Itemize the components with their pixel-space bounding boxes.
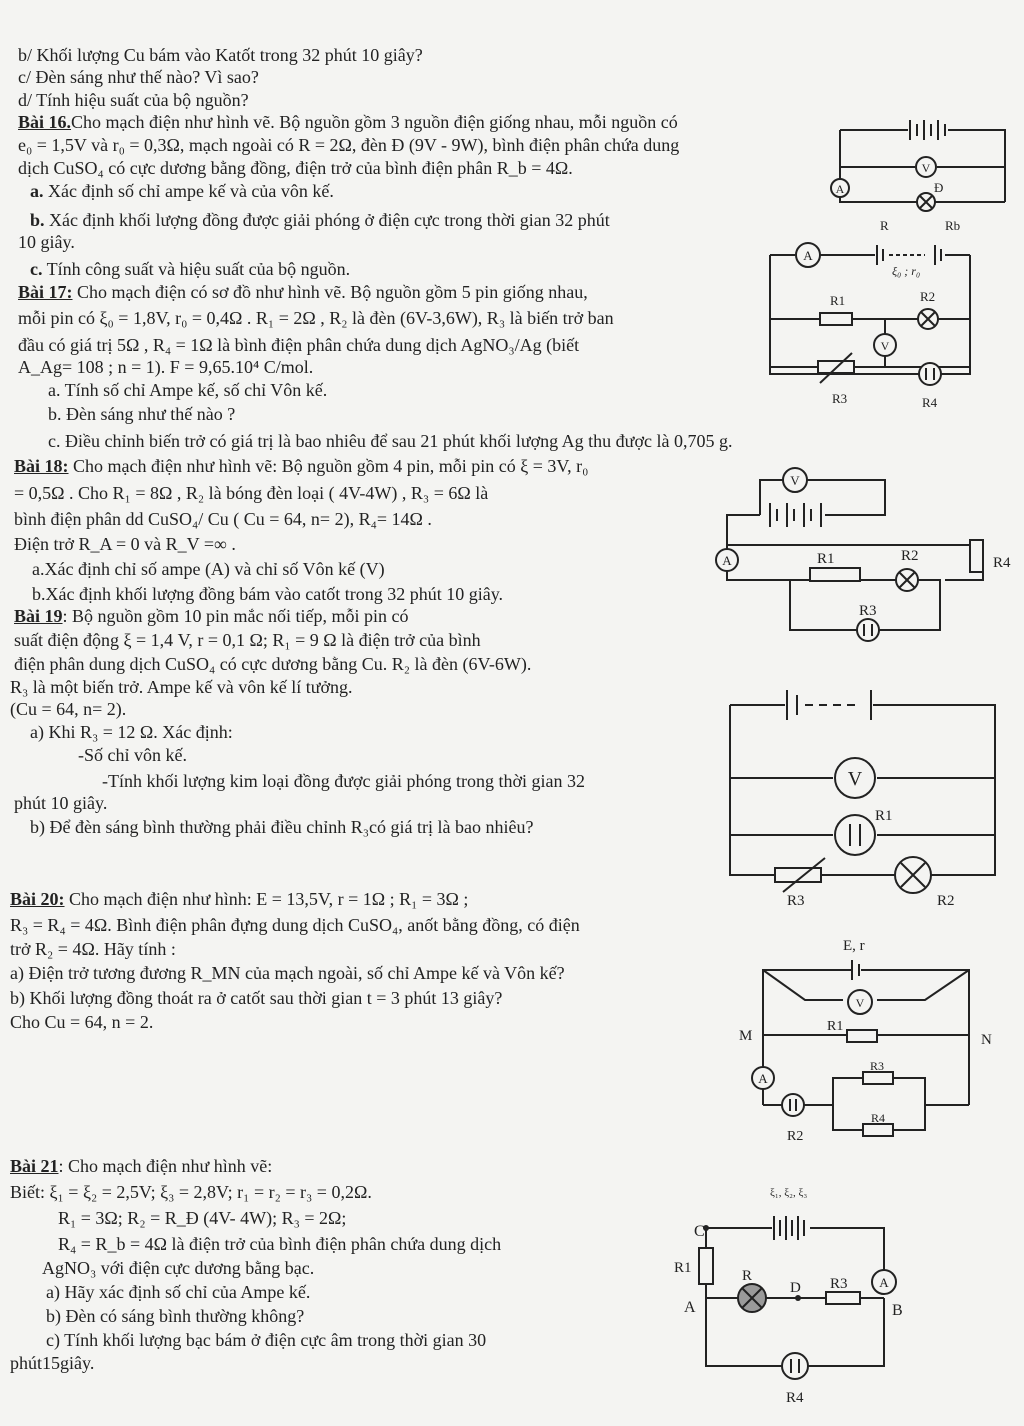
bai18-electrolytic-cell-icon [857, 619, 879, 641]
bai21-a: a) Hãy xác định số chỉ của Ampe kế. [46, 1282, 311, 1302]
bai18-fig-r1: R1 [817, 551, 835, 567]
intro-d: d/ Tính hiệu suất của bộ nguồn? [18, 90, 249, 110]
bai21-l5: AgNO₃ với điện cực dương bằng bạc. [42, 1258, 315, 1278]
bai18-l4: Điện trở R_A = 0 và R_V =∞ . [14, 534, 236, 554]
bai21-fig-src: ξ₁, ξ₂, ξ₃ [770, 1187, 808, 1199]
bai19-fig-r1: R1 [875, 808, 893, 824]
bai17-rheostat-icon [818, 353, 854, 383]
bai17-title: Bài 17: [18, 282, 73, 302]
bai21-line1 [10, 1155, 272, 1177]
bai21-fig-aletter: A [684, 1299, 696, 1316]
intro-b: b/ Khối lượng Cu bám vào Katốt trong 32 phút 10 giây? [18, 45, 423, 65]
bai21-l2: Biết: ξ₁ = ξ₂ = 2,5V; ξ₃ = 2,8V; r₁ = r₂ = r₃ = 0,2Ω. [10, 1182, 372, 1202]
bai21-fig-r: R [742, 1268, 753, 1284]
bai21-fig-r3: R3 [830, 1276, 848, 1292]
bai17-lamp-icon [918, 309, 938, 329]
bai18-fig-a: A [722, 553, 732, 568]
bai20-l3: trở R₂ = 4Ω. Hãy tính : [10, 939, 176, 959]
bai16-fig-rb: Rb [945, 218, 961, 233]
bai21-c2: phút15giây. [10, 1353, 95, 1373]
bai19-l5: (Cu = 64, n= 2). [10, 699, 127, 719]
intro-c: c/ Đèn sáng như thế nào? Vì sao? [18, 67, 259, 87]
bai16-line1 [18, 111, 678, 133]
bai19-battery-icon [787, 690, 871, 720]
bai19-l4: R₃ là một biến trở. Ampe kế và vôn kế lí tưởng. [10, 677, 353, 697]
bai20-r3-resistor [863, 1072, 893, 1084]
bai18-title: Bài 18: [14, 456, 69, 476]
bai21-c: c) Tính khối lượng bạc bám ở điện cực âm trong thời gian 30 [46, 1330, 487, 1350]
bai20-fig-r1: R1 [827, 1019, 844, 1034]
bai21-fig-r1: R1 [674, 1260, 692, 1276]
bai20-l1: Cho mạch điện như hình: E = 13,5V, r = 1Ω ; R₁ = 3Ω ; [64, 889, 469, 909]
bai20-line1 [10, 888, 468, 910]
bai17-electrolytic-cell-icon [919, 363, 941, 385]
bai21-battery-icon [774, 1216, 804, 1240]
bai18-a: a.Xác định chỉ số ampe (A) và chỉ số Vôn kế (V) [32, 559, 385, 579]
bai21-fig-b: B [892, 1302, 903, 1319]
bai16-a-text: Xác định số chỉ ampe kế và của vôn kế. [43, 181, 334, 201]
bai17-l3: đầu có giá trị 5Ω , R₄ = 1Ω là bình điện phân chứa dung dịch AgNO₃/Ag (biết [18, 335, 580, 355]
bai21-l3: R₁ = 3Ω; R₂ = R_Đ (4V- 4W); R₃ = 2Ω; [58, 1208, 347, 1228]
bai21-l1: : Cho mạch điện như hình vẽ: [58, 1156, 273, 1176]
bai17-fig-src: ξ₀ ; r₀ [892, 264, 921, 278]
bai19-l3: điện phân dung dịch CuSO₄ có cực dương bằng Cu. R₂ là đèn (6V-6W). [14, 654, 532, 674]
bai21-l4: R₄ = R_b = 4Ω là điện trở của bình điện phân chứa dung dịch [58, 1234, 502, 1254]
bai17-l4: A_Ag= 108 ; n = 1). F = 9,65.10⁴ C/mol. [18, 357, 314, 377]
bai19-title: Bài 19 [14, 606, 63, 626]
bai20-fig-a: A [758, 1071, 768, 1086]
bai18-line1 [14, 455, 588, 477]
bai19-fig-r2: R2 [937, 893, 955, 909]
bai17-fig-a: A [803, 248, 813, 263]
bai19-a2: -Tính khối lượng kim loại đồng được giải phóng trong thời gian 32 [102, 771, 586, 791]
bai17-l1: Cho mạch điện có sơ đồ như hình vẽ. Bộ nguồn gồm 5 pin giống nhau, [72, 282, 588, 302]
bai19-l1: : Bộ nguồn gồm 10 pin mắc nối tiếp, mỗi pin có [62, 606, 409, 626]
bai17-fig-r3: R3 [832, 391, 848, 406]
bai16-l1: Cho mạch điện như hình vẽ. Bộ nguồn gồm 3 nguồn điện giống nhau, mỗi nguồn có [71, 112, 678, 132]
bai17-fig-r1: R1 [830, 293, 846, 308]
bai19-a3: phút 10 giây. [14, 793, 108, 813]
bai17-wires [770, 255, 970, 367]
bai20-circuit [735, 930, 1015, 1150]
bai16-l2: e₀ = 1,5V và r₀ = 0,3Ω, mạch ngoài có R = 2Ω, đèn Đ (9V - 9W), bình điện phân chứa dung [18, 135, 680, 155]
bai20-c: Cho Cu = 64, n = 2. [10, 1012, 154, 1032]
bai21-electrolytic-cell-icon [782, 1353, 808, 1379]
bai17-line1 [18, 281, 588, 303]
bai21-title: Bài 21 [10, 1156, 59, 1176]
bai16-c-text: Tính công suất và hiệu suất của bộ nguồn. [42, 259, 351, 279]
bai19-a: a) Khi R₃ = 12 Ω. Xác định: [30, 722, 233, 742]
bai17-l2: mỗi pin có ξ₀ = 1,8V, r₀ = 0,4Ω . R₁ = 2Ω , R₂ là đèn (6V-3,6W), R₃ là biến trở ban [18, 308, 614, 328]
bai20-fig-m: M [739, 1028, 753, 1044]
bai20-fig-v: V [855, 996, 865, 1010]
bai20-a: a) Điện trở tương đương R_MN của mạch ngoài, số chỉ Ampe kế và Vôn kế? [10, 963, 565, 983]
bai16-a [30, 180, 334, 202]
bai19-line1 [14, 605, 409, 627]
bai17-fig-r2: R2 [920, 289, 936, 304]
bai21-circuit [670, 1180, 920, 1420]
bai18-battery-icon [770, 503, 821, 527]
bai18-lamp-icon [896, 569, 918, 591]
bai19-b: b) Để đèn sáng bình thường phải điều chỉnh R₃có giá trị là bao nhiêu? [30, 817, 534, 837]
bai20-b: b) Khối lượng đồng thoát ra ở catốt sau thời gian t = 3 phút 13 giây? [10, 988, 503, 1008]
bai17-a: a. Tính số chỉ Ampe kế, số chỉ Vôn kế. [48, 380, 328, 400]
bai18-fig-r2: R2 [901, 548, 919, 564]
bai21-lamp-icon [738, 1284, 766, 1312]
bai17-r1-resistor [820, 313, 852, 325]
bai18-fig-r4: R4 [993, 555, 1011, 571]
bai21-fig-a: A [879, 1275, 889, 1290]
bai20-fig-r2: R2 [787, 1129, 804, 1144]
bai21-r3-resistor [826, 1292, 860, 1304]
bai16-l3: dịch CuSO₄ có cực dương bằng đồng, điện trở của bình điện phân R_b = 4Ω. [18, 158, 573, 178]
bai16-fig-v: V [921, 161, 931, 175]
bai20-battery-icon [852, 960, 859, 980]
bai20-fig-r4: R4 [871, 1111, 886, 1125]
bai21-b: b) Đèn có sáng bình thường không? [46, 1306, 305, 1326]
bai19-fig-v: V [847, 768, 863, 790]
bai18-r4-resistor [970, 540, 983, 572]
bai19-l2: suất điện động ξ = 1,4 V, r = 0,1 Ω; R₁ = 9 Ω là điện trở của bình [14, 630, 481, 650]
bai16-lamp-icon [917, 193, 935, 211]
bai19-fig-r3: R3 [787, 893, 805, 909]
bai19-circuit [725, 660, 1015, 910]
bai20-fig-r3: R3 [870, 1059, 885, 1073]
bai16-b2: 10 giây. [18, 232, 75, 252]
bai21-r1-resistor [699, 1248, 713, 1284]
bai18-l1: Cho mạch điện như hình vẽ: Bộ nguồn gồm 4 pin, mỗi pin có ξ = 3V, r₀ [68, 456, 589, 476]
bai16-fig-a: A [835, 182, 845, 196]
bai17-fig-r4: R4 [922, 395, 938, 410]
bai18-b: b.Xác định khối lượng đồng bám vào catốt trong 32 phút 10 giây. [32, 584, 504, 604]
bai18-fig-v: V [790, 473, 800, 488]
bai16-title: Bài 16. [18, 112, 72, 132]
bai19-electrolytic-cell-icon [835, 815, 875, 855]
bai18-wires [727, 480, 983, 580]
bai18-l2: = 0,5Ω . Cho R₁ = 8Ω , R₂ là bóng đèn loại ( 4V-4W) , R₃ = 6Ω là [14, 483, 489, 503]
bai17-c: c. Điều chỉnh biến trở có giá trị là bao nhiêu để sau 21 phút khối lượng Ag thu được là 0,705 g. [48, 431, 733, 451]
bai16-b-label: b. [30, 210, 45, 230]
bai16-c [30, 258, 350, 280]
bai20-l2: R₃ = R₄ = 4Ω. Bình điện phân đựng dung dịch CuSO₄, anốt bằng đồng, có điện [10, 915, 580, 935]
bai20-title: Bài 20: [10, 889, 65, 909]
bai18-circuit [715, 465, 1020, 645]
bai18-l3: bình điện phân dd CuSO₄/ Cu ( Cu = 64, n= 2), R₄= 14Ω . [14, 509, 432, 529]
bai16-battery-icon [910, 120, 945, 140]
bai16-a-label: a. [30, 181, 44, 201]
bai17-b: b. Đèn sáng như thế nào ? [48, 404, 236, 424]
bai18-r1-resistor [810, 568, 860, 581]
bai16-fig-d: Đ [934, 180, 944, 195]
bai19-lamp-icon [895, 857, 931, 893]
bai20-r4-resistor [863, 1124, 893, 1136]
bai16-b-text: Xác định khối lượng đồng được giải phóng ở điện cực trong thời gian 32 phút [44, 210, 610, 230]
bai21-fig-d: D [790, 1280, 801, 1296]
bai20-electrolytic-cell-icon [782, 1094, 804, 1116]
bai18-fig-r3: R3 [859, 603, 877, 619]
bai19-rheostat-icon [775, 858, 825, 892]
bai17-fig-v: V [880, 339, 890, 353]
bai16-circuit [820, 110, 1020, 240]
bai19-a1: -Số chỉ vôn kế. [78, 745, 187, 765]
bai17-battery-icon [877, 245, 941, 265]
bai17-circuit [740, 235, 1020, 415]
bai20-fig-n: N [981, 1032, 992, 1048]
bai16-fig-r: R [880, 218, 889, 233]
bai20-r1-resistor [847, 1030, 877, 1042]
bai16-b [30, 209, 610, 231]
bai20-fig-src: E, r [843, 938, 865, 954]
bai16-c-label: c. [30, 259, 43, 279]
bai21-fig-r4: R4 [786, 1390, 804, 1406]
bai21-fig-c: C [694, 1223, 705, 1240]
